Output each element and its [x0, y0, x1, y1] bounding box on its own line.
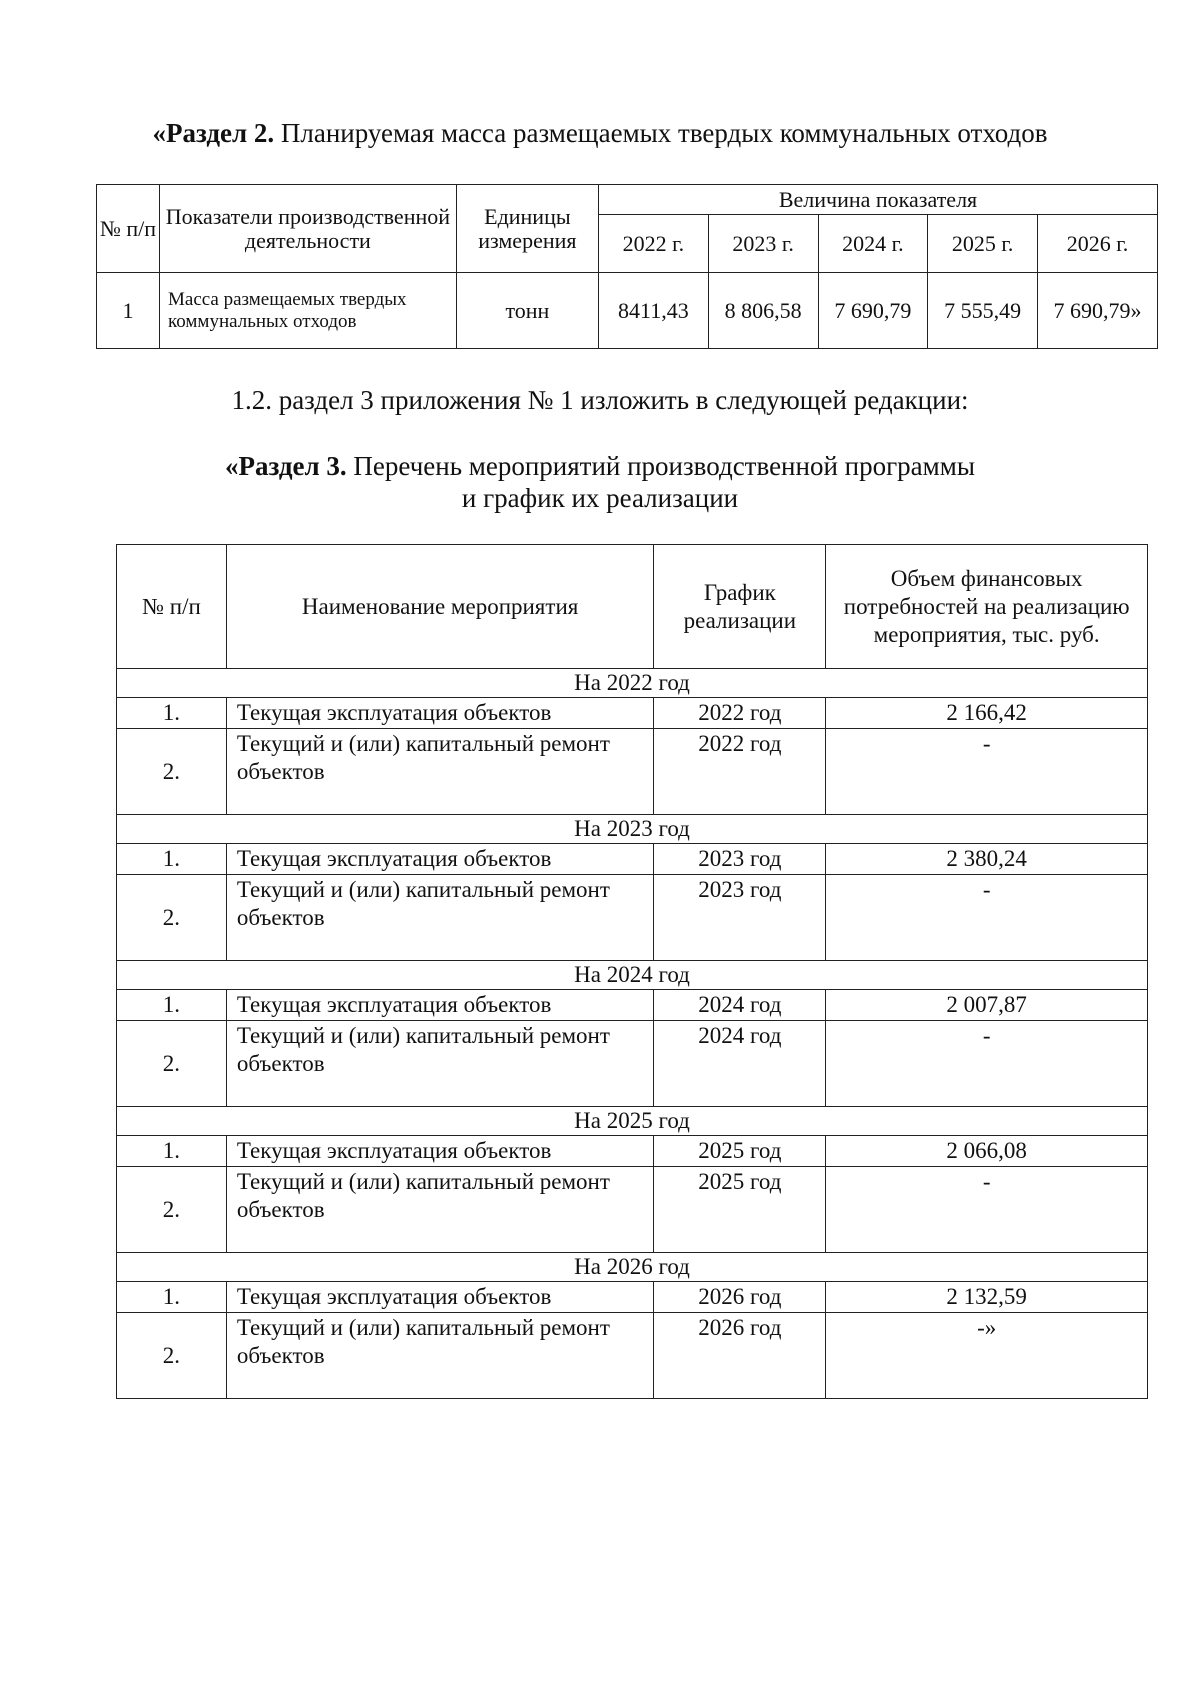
row-value: 7 555,49 — [928, 273, 1038, 349]
header-indicator: Показатели производственной деятельности — [160, 185, 457, 273]
row-schedule: 2024 год — [654, 1021, 826, 1107]
table-row — [117, 1167, 1148, 1253]
year-label: На 2024 год — [117, 961, 1148, 990]
header-year: 2024 г. — [818, 215, 928, 273]
year-group-row — [117, 669, 1148, 698]
table-row — [117, 1136, 1148, 1167]
year-label: На 2023 год — [117, 815, 1148, 844]
table-row — [117, 990, 1148, 1021]
table-row — [117, 875, 1148, 961]
section3-heading-text: Перечень мероприятий производственной программы — [346, 451, 975, 481]
row-name: Текущая эксплуатация объектов — [226, 990, 654, 1021]
row-volume: - — [826, 875, 1148, 961]
header-num: № п/п — [97, 185, 160, 273]
row-schedule: 2026 год — [654, 1313, 826, 1399]
amendment-text: 1.2. раздел 3 приложения № 1 изложить в следующей редакции: — [231, 385, 969, 415]
section3-heading-bold: «Раздел 3. — [225, 451, 347, 481]
header-num: № п/п — [117, 545, 227, 669]
row-value: 7 690,79 — [818, 273, 928, 349]
row-volume: - — [826, 729, 1148, 815]
section2-heading-bold: «Раздел 2. — [152, 118, 275, 148]
row-name: Текущий и (или) капитальный ремонт объектов — [226, 1021, 654, 1107]
row-unit: тонн — [456, 273, 598, 349]
row-name: Текущий и (или) капитальный ремонт объектов — [226, 1313, 654, 1399]
row-num: 1 — [97, 273, 160, 349]
header-year: 2025 г. — [928, 215, 1038, 273]
row-value: 7 690,79» — [1038, 273, 1158, 349]
row-schedule: 2023 год — [654, 844, 826, 875]
row-volume: - — [826, 1021, 1148, 1107]
row-indicator: Масса размещаемых твердых коммунальных отходов — [160, 273, 457, 349]
year-group-row — [117, 1107, 1148, 1136]
measures-table — [116, 544, 1148, 1399]
row-num: 2. — [117, 1167, 227, 1253]
row-schedule: 2025 год — [654, 1136, 826, 1167]
row-schedule: 2022 год — [654, 729, 826, 815]
table-row — [117, 729, 1148, 815]
row-num: 1. — [117, 1282, 227, 1313]
year-label: На 2026 год — [117, 1253, 1148, 1282]
table-row — [117, 844, 1148, 875]
row-schedule: 2022 год — [654, 698, 826, 729]
row-num: 2. — [117, 1021, 227, 1107]
header-schedule: График реализации — [654, 545, 826, 669]
row-volume: 2 380,24 — [826, 844, 1148, 875]
row-volume: 2 166,42 — [826, 698, 1148, 729]
year-group-row — [117, 961, 1148, 990]
header-year: 2026 г. — [1038, 215, 1158, 273]
section3-heading-line1 — [0, 450, 1200, 482]
header-value-group: Величина показателя — [599, 185, 1158, 215]
row-schedule: 2023 год — [654, 875, 826, 961]
header-volume: Объем финансовых потребностей на реализацию мероприятия, тыс. руб. — [826, 545, 1148, 669]
row-value: 8411,43 — [599, 273, 709, 349]
measures-table-body — [117, 669, 1148, 1399]
table-row — [117, 1313, 1148, 1399]
year-group-row — [117, 1253, 1148, 1282]
row-value: 8 806,58 — [708, 273, 818, 349]
row-num: 2. — [117, 875, 227, 961]
table-row — [117, 1282, 1148, 1313]
row-num: 1. — [117, 698, 227, 729]
row-name: Текущий и (или) капитальный ремонт объектов — [226, 1167, 654, 1253]
year-label: На 2022 год — [117, 669, 1148, 698]
table-row — [117, 698, 1148, 729]
row-name: Текущая эксплуатация объектов — [226, 1282, 654, 1313]
section2-heading — [0, 118, 1200, 149]
row-volume: 2 132,59 — [826, 1282, 1148, 1313]
row-num: 1. — [117, 844, 227, 875]
waste-mass-table — [96, 184, 1158, 349]
row-volume: - — [826, 1167, 1148, 1253]
row-name: Текущая эксплуатация объектов — [226, 844, 654, 875]
header-unit: Единицы измерения — [456, 185, 598, 273]
year-group-row — [117, 815, 1148, 844]
row-volume: 2 066,08 — [826, 1136, 1148, 1167]
row-num: 2. — [117, 1313, 227, 1399]
row-name: Текущий и (или) капитальный ремонт объектов — [226, 875, 654, 961]
header-name: Наименование мероприятия — [226, 545, 654, 669]
header-year: 2022 г. — [599, 215, 709, 273]
year-label: На 2025 год — [117, 1107, 1148, 1136]
section3-heading-line2: и график их реализации — [461, 483, 739, 513]
row-name: Текущий и (или) капитальный ремонт объектов — [226, 729, 654, 815]
row-volume: -» — [826, 1313, 1148, 1399]
row-schedule: 2024 год — [654, 990, 826, 1021]
row-schedule: 2026 год — [654, 1282, 826, 1313]
row-name: Текущая эксплуатация объектов — [226, 1136, 654, 1167]
table-row — [117, 1021, 1148, 1107]
table-row — [97, 273, 1158, 349]
header-year: 2023 г. — [708, 215, 818, 273]
section2-heading-text: Планируемая масса размещаемых твердых коммунальных отходов — [274, 118, 1048, 148]
row-num: 2. — [117, 729, 227, 815]
row-num: 1. — [117, 1136, 227, 1167]
row-schedule: 2025 год — [654, 1167, 826, 1253]
row-num: 1. — [117, 990, 227, 1021]
row-name: Текущая эксплуатация объектов — [226, 698, 654, 729]
section3-heading — [0, 450, 1200, 514]
row-volume: 2 007,87 — [826, 990, 1148, 1021]
